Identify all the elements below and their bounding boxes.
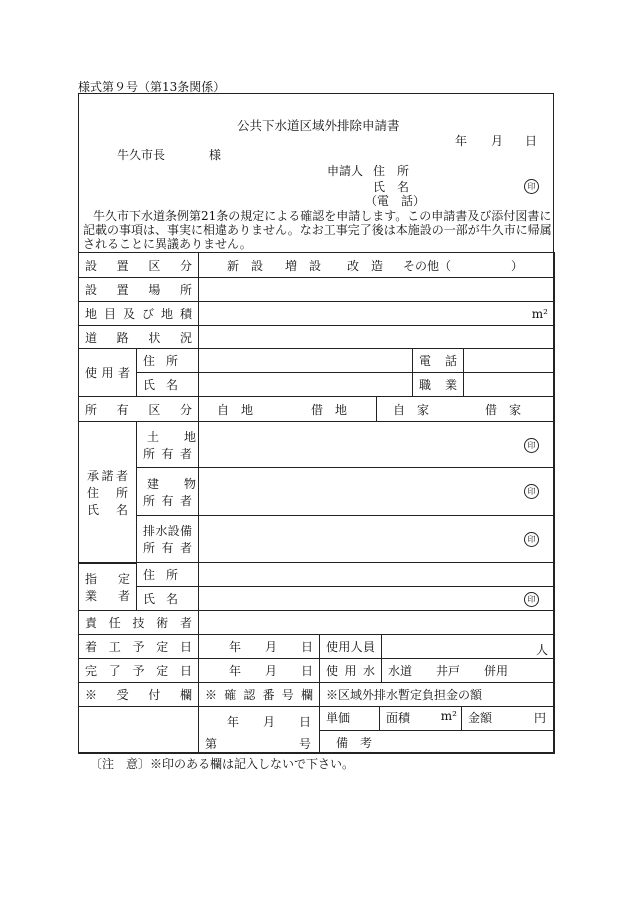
amount-label: 金額 [468, 711, 493, 725]
form-number-label: 様式第９号（第13条関係） [78, 80, 226, 94]
contractor-address-field[interactable] [198, 562, 555, 587]
confirm-number-field [198, 706, 320, 754]
user-label: 使用者 [78, 348, 137, 397]
statement-line-3: されることに異議ありません。 [83, 237, 252, 251]
yen-unit: 円 [533, 711, 546, 725]
house-ownership-field[interactable] [376, 396, 555, 422]
start-date-label: 着工予定日 [78, 634, 199, 659]
contractor-name-label: 氏名 [136, 586, 199, 611]
seal-mark: 印 [524, 532, 539, 547]
road-label: 道路状況 [78, 325, 199, 349]
install-new-option[interactable]: 新 設 [227, 258, 264, 273]
install-place-label: 設置場所 [78, 277, 199, 302]
date-month: 月 [491, 134, 504, 148]
land-label: 地目及び地積 [78, 301, 199, 326]
confirm-no-prefix: 第 [205, 737, 218, 751]
install-other-option[interactable]: その他（ ） [403, 258, 524, 273]
application-form [78, 93, 554, 753]
form-note: 〔注 意〕※印のある欄は記入しないで下さい。 [90, 757, 355, 771]
unit-price-cell: 単価 [319, 706, 380, 731]
finish-date-units: 年 月 日 [228, 664, 313, 678]
confirm-no-suffix: 号 [298, 737, 311, 751]
own-land-option[interactable]: 自 地 [217, 402, 254, 417]
statement-line-1: 牛久市下水道条例第21条の規定による確認を申請します。この申請書及び添付図書に [93, 209, 552, 223]
install-add-option[interactable]: 増 設 [285, 258, 322, 273]
staff-field[interactable] [381, 634, 555, 659]
contractor-label: 指定 業者 [78, 562, 137, 611]
user-phone-label: 電話 [412, 348, 464, 373]
applicant-name-label: 氏 名 [373, 180, 410, 194]
install-type-label: 設置区分 [78, 252, 199, 278]
area-unit: m² [440, 709, 457, 723]
user-address-field[interactable] [198, 348, 413, 373]
confirm-number-label: ※確認番号欄 [198, 682, 320, 707]
confirm-date-units: 年 月 日 [226, 715, 311, 729]
seal-mark: 印 [524, 484, 539, 499]
user-phone-field[interactable] [463, 348, 555, 373]
addressee-honorific: 様 [209, 148, 222, 162]
water-options[interactable]: 水道 井戸 併用 [381, 658, 555, 683]
drain-owner-field[interactable] [198, 515, 555, 563]
install-remodel-option[interactable]: 改 造 [347, 258, 384, 273]
contractor-name-field[interactable] [198, 586, 555, 611]
date-day: 日 [525, 134, 538, 148]
statement-line-2: 記載の事項は、事実に相違ありません。なお工事完了後は本施設の一部が牛久市に帰属 [83, 223, 552, 237]
staff-unit: 人 [535, 643, 548, 657]
form-title: 公共下水道区域外排除申請書 [237, 118, 400, 133]
applicant-phone-label: （電 話） [365, 194, 426, 208]
applicant-label: 申請人 [327, 164, 364, 178]
building-owner-label: 建物 所有者 [136, 467, 199, 516]
addressee-name: 牛久市長 [117, 148, 166, 162]
lease-house-option[interactable]: 借 家 [485, 402, 522, 417]
user-address-label: 住所 [136, 348, 199, 373]
land-owner-label: 土地 所有者 [136, 421, 199, 468]
start-date-field[interactable] [198, 634, 320, 659]
user-name-label: 氏名 [136, 372, 199, 397]
land-unit: m² [531, 306, 548, 321]
applicant-address-label: 住 所 [373, 164, 410, 178]
road-field[interactable] [198, 325, 555, 349]
install-type-field[interactable] [198, 252, 555, 278]
install-place-field[interactable] [198, 277, 555, 302]
start-date-units: 年 月 日 [228, 640, 313, 654]
land-ownership-field[interactable] [198, 396, 377, 422]
remarks-cell: 備 考 [319, 730, 555, 754]
land-field[interactable] [198, 301, 555, 326]
land-owner-field[interactable] [198, 421, 555, 468]
lease-land-option[interactable]: 借 地 [311, 402, 348, 417]
date-year: 年 [455, 134, 468, 148]
seal-mark: 印 [524, 438, 539, 453]
drain-owner-label: 排水設備 所有者 [136, 515, 199, 563]
user-job-field[interactable] [463, 372, 555, 397]
seal-mark: 印 [524, 592, 539, 607]
charge-label: ※区域外排水暫定負担金の額 [319, 682, 555, 707]
area-label: 面積 [386, 711, 411, 725]
contractor-address-label: 住所 [136, 562, 199, 587]
amount-cell [461, 706, 555, 731]
water-label: 使用水 [319, 658, 382, 683]
user-job-label: 職業 [412, 372, 464, 397]
reception-field [78, 706, 199, 754]
engineer-field[interactable] [198, 610, 555, 635]
seal-mark: 印 [524, 179, 539, 194]
consent-label: 承諾者 住 所 氏 名 [78, 421, 137, 564]
reception-label: ※受付欄 [78, 682, 199, 707]
finish-date-field[interactable] [198, 658, 320, 683]
building-owner-field[interactable] [198, 467, 555, 516]
finish-date-label: 完了予定日 [78, 658, 199, 683]
engineer-label: 責任技術者 [78, 610, 199, 635]
staff-label: 使用人員 [319, 634, 382, 659]
user-name-field[interactable] [198, 372, 413, 397]
own-house-option[interactable]: 自 家 [393, 402, 430, 417]
ownership-label: 所有区分 [78, 396, 199, 422]
area-cell [379, 706, 462, 731]
